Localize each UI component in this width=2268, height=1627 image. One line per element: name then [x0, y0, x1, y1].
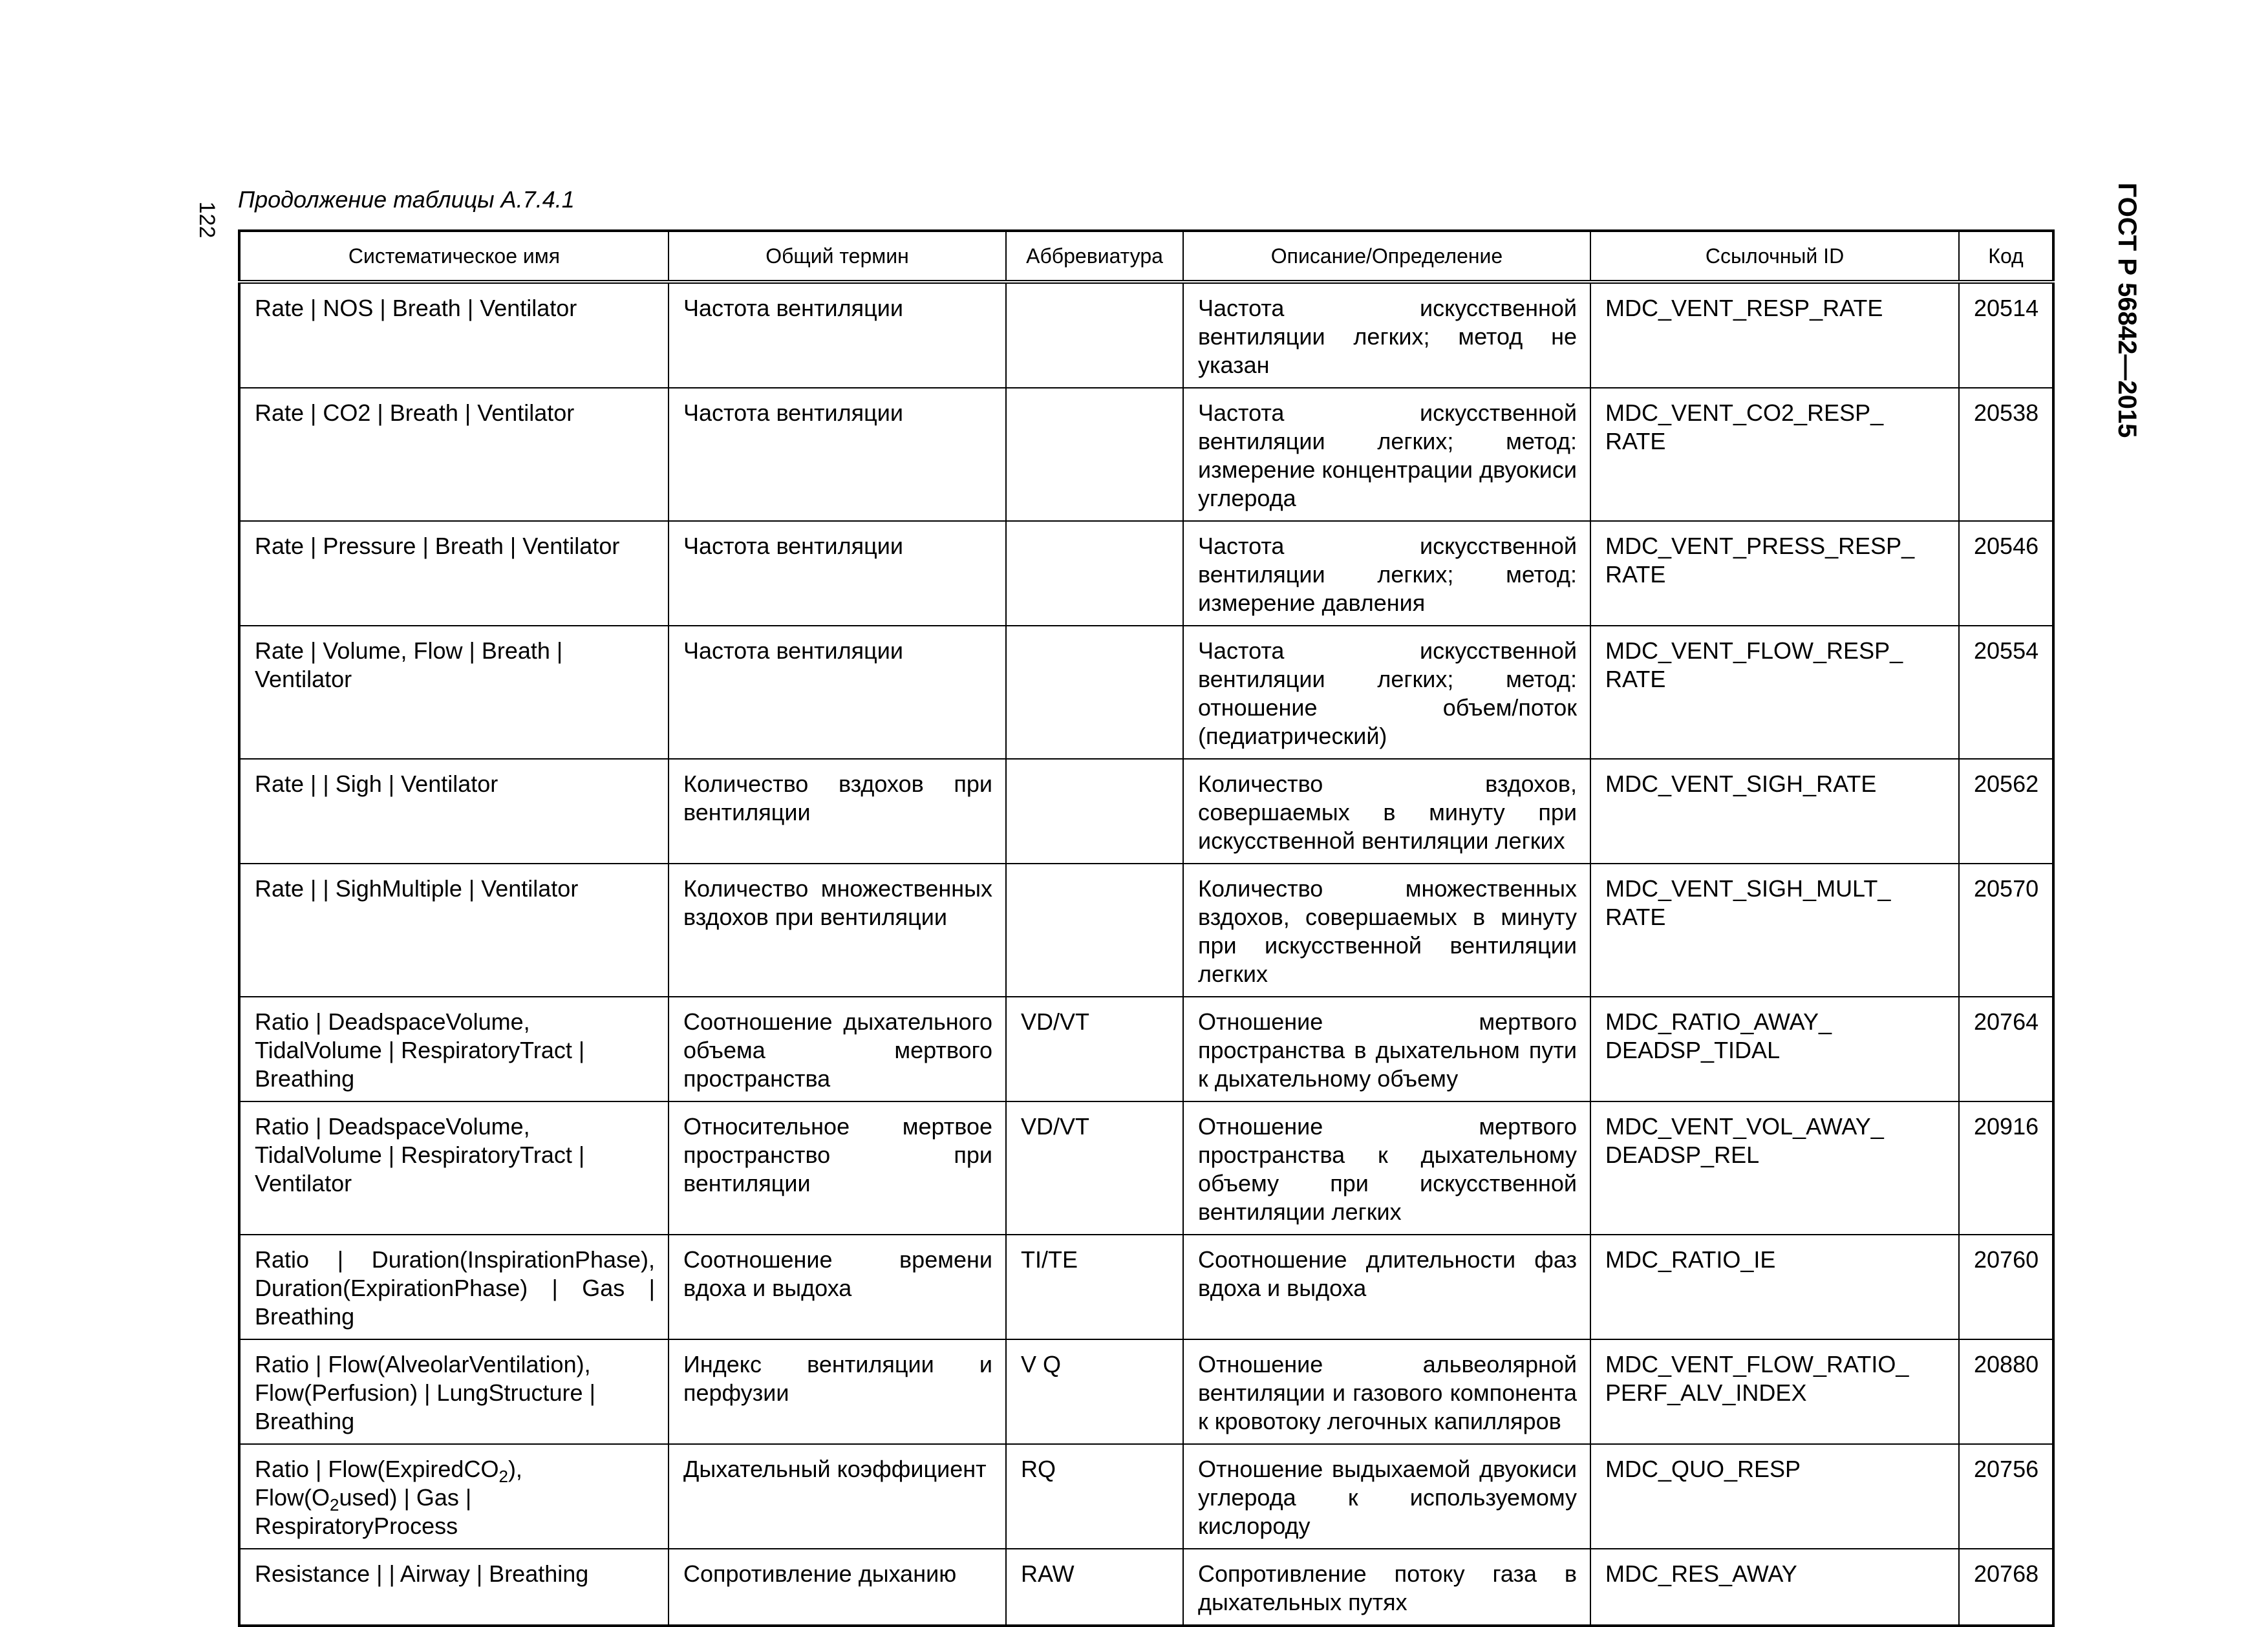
- cell-common-term: Соотношение времени вдоха и выдоха: [669, 1235, 1006, 1339]
- cell-systematic-name: Ratio | Flow(AlveolarVentilation), Flow(Perfusion) | LungStructure | Breathing: [239, 1339, 669, 1444]
- cell-common-term: Индекс вентиляции и перфузии: [669, 1339, 1006, 1444]
- cell-common-term: Относительное мертвое пространство при вентиляции: [669, 1101, 1006, 1235]
- cell-reference-id: MDC_VENT_SIGH_MULT_ RATE: [1590, 864, 1959, 997]
- cell-description: Частота искусственной вентиляции легких; метод: отношение объем/поток (педиатрический): [1183, 626, 1590, 759]
- cell-code: 20756: [1959, 1444, 2053, 1549]
- table-caption: Продолжение таблицы А.7.4.1: [238, 186, 575, 213]
- table-row: [239, 521, 2053, 626]
- cell-abbreviation: [1006, 759, 1183, 864]
- cell-description: Количество вздохов, совершаемых в минуту при искусственной вентиляции легких: [1183, 759, 1590, 864]
- cell-description: Отношение мертвого пространства к дыхательному объему при искусственной вентиляции легких: [1183, 1101, 1590, 1235]
- table-row: [239, 1549, 2053, 1626]
- header-abbreviation: Аббревиатура: [1006, 231, 1183, 282]
- cell-code: 20916: [1959, 1101, 2053, 1235]
- table-row: [239, 997, 2053, 1101]
- cell-common-term: Частота вентиляции: [669, 388, 1006, 521]
- cell-code: 20570: [1959, 864, 2053, 997]
- cell-systematic-name: [239, 1444, 669, 1549]
- cell-common-term: Сопротивление дыханию: [669, 1549, 1006, 1626]
- table-header-row: [239, 231, 2053, 282]
- cell-description: Частота искусственной вентиляции легких; метод: измерение давления: [1183, 521, 1590, 626]
- table-row: [239, 1235, 2053, 1339]
- cell-code: 20554: [1959, 626, 2053, 759]
- header-common-term: Общий термин: [669, 231, 1006, 282]
- table-row: [239, 1444, 2053, 1549]
- cell-description: Частота искусственной вентиляции легких; метод не указан: [1183, 282, 1590, 388]
- cell-abbreviation: RAW: [1006, 1549, 1183, 1626]
- cell-description: Количество множественных вздохов, совершаемых в минуту при искусственной вентиляции легких: [1183, 864, 1590, 997]
- cell-reference-id: MDC_VENT_VOL_AWAY_ DEADSP_REL: [1590, 1101, 1959, 1235]
- cell-code: 20514: [1959, 282, 2053, 388]
- cell-common-term: Количество множественных вздохов при вентиляции: [669, 864, 1006, 997]
- header-systematic-name: Систематическое имя: [239, 231, 669, 282]
- cell-systematic-name: Resistance | | Airway | Breathing: [239, 1549, 669, 1626]
- cell-code: 20768: [1959, 1549, 2053, 1626]
- cell-reference-id: MDC_VENT_RESP_RATE: [1590, 282, 1959, 388]
- cell-reference-id: MDC_RATIO_AWAY_ DEADSP_TIDAL: [1590, 997, 1959, 1101]
- cell-common-term: Количество вздохов при вентиляции: [669, 759, 1006, 864]
- systematic-name-part: used) | Gas | RespiratoryProcess: [255, 1484, 472, 1539]
- cell-abbreviation: VD/VT: [1006, 1101, 1183, 1235]
- cell-systematic-name: Rate | Pressure | Breath | Ventilator: [239, 521, 669, 626]
- cell-systematic-name: Ratio | Duration(InspirationPhase), Duration(ExpirationPhase) | Gas | Breathing: [239, 1235, 669, 1339]
- systematic-name-part: ), Flow(O: [255, 1456, 522, 1511]
- cell-common-term: Дыхательный коэффициент: [669, 1444, 1006, 1549]
- cell-description: Частота искусственной вентиляции легких; метод: измерение концентрации двуокиси углерода: [1183, 388, 1590, 521]
- cell-description: Отношение выдыхаемой двуокиси углерода к используемому кислороду: [1183, 1444, 1590, 1549]
- cell-abbreviation: [1006, 388, 1183, 521]
- cell-reference-id: MDC_VENT_CO2_RESP_ RATE: [1590, 388, 1959, 521]
- cell-reference-id: MDC_QUO_RESP: [1590, 1444, 1959, 1549]
- cell-reference-id: MDC_VENT_FLOW_RATIO_ PERF_ALV_INDEX: [1590, 1339, 1959, 1444]
- cell-abbreviation: V Q: [1006, 1339, 1183, 1444]
- table-row: [239, 864, 2053, 997]
- cell-systematic-name: Rate | CO2 | Breath | Ventilator: [239, 388, 669, 521]
- table-row: [239, 759, 2053, 864]
- cell-systematic-name: Rate | NOS | Breath | Ventilator: [239, 282, 669, 388]
- cell-description: Отношение мертвого пространства в дыхательном пути к дыхательному объему: [1183, 997, 1590, 1101]
- table-row: [239, 388, 2053, 521]
- table-row: [239, 1339, 2053, 1444]
- cell-abbreviation: TI/TE: [1006, 1235, 1183, 1339]
- cell-code: 20538: [1959, 388, 2053, 521]
- cell-systematic-name: Rate | | Sigh | Ventilator: [239, 759, 669, 864]
- subscript: 2: [498, 1467, 508, 1487]
- standard-designation: ГОСТ Р 56842—2015: [2113, 182, 2141, 438]
- cell-common-term: Частота вентиляции: [669, 626, 1006, 759]
- cell-common-term: Соотношение дыхательного объема мертвого пространства: [669, 997, 1006, 1101]
- table-row: [239, 626, 2053, 759]
- systematic-name-part: Ratio | Flow(ExpiredCO: [255, 1456, 499, 1482]
- cell-abbreviation: [1006, 864, 1183, 997]
- table-row: [239, 282, 2053, 388]
- cell-reference-id: MDC_VENT_FLOW_RESP_ RATE: [1590, 626, 1959, 759]
- page-number: 122: [195, 201, 219, 239]
- cell-systematic-name: Ratio | DeadspaceVolume, TidalVolume | RespiratoryTract | Breathing: [239, 997, 669, 1101]
- header-reference-id: Ссылочный ID: [1590, 231, 1959, 282]
- header-description: Описание/Определение: [1183, 231, 1590, 282]
- cell-abbreviation: VD/VT: [1006, 997, 1183, 1101]
- cell-abbreviation: [1006, 626, 1183, 759]
- cell-abbreviation: RQ: [1006, 1444, 1183, 1549]
- data-table: [238, 229, 2055, 1627]
- header-code: Код: [1959, 231, 2053, 282]
- cell-reference-id: MDC_VENT_SIGH_RATE: [1590, 759, 1959, 864]
- subscript: 2: [330, 1495, 339, 1515]
- cell-abbreviation: [1006, 521, 1183, 626]
- cell-systematic-name: Rate | Volume, Flow | Breath | Ventilator: [239, 626, 669, 759]
- cell-systematic-name: Rate | | SighMultiple | Ventilator: [239, 864, 669, 997]
- cell-code: 20760: [1959, 1235, 2053, 1339]
- cell-description: Отношение альвеолярной вентиляции и газового компонента к кровотоку легочных капилляров: [1183, 1339, 1590, 1444]
- cell-description: Сопротивление потоку газа в дыхательных путях: [1183, 1549, 1590, 1626]
- cell-code: 20880: [1959, 1339, 2053, 1444]
- cell-code: 20764: [1959, 997, 2053, 1101]
- cell-common-term: Частота вентиляции: [669, 521, 1006, 626]
- cell-code: 20562: [1959, 759, 2053, 864]
- cell-reference-id: MDC_RES_AWAY: [1590, 1549, 1959, 1626]
- table-row: [239, 1101, 2053, 1235]
- cell-reference-id: MDC_RATIO_IE: [1590, 1235, 1959, 1339]
- cell-common-term: Частота вентиляции: [669, 282, 1006, 388]
- cell-code: 20546: [1959, 521, 2053, 626]
- cell-description: Соотношение длительности фаз вдоха и выдоха: [1183, 1235, 1590, 1339]
- cell-reference-id: MDC_VENT_PRESS_RESP_ RATE: [1590, 521, 1959, 626]
- cell-systematic-name: Ratio | DeadspaceVolume, TidalVolume | RespiratoryTract | Ventilator: [239, 1101, 669, 1235]
- cell-abbreviation: [1006, 282, 1183, 388]
